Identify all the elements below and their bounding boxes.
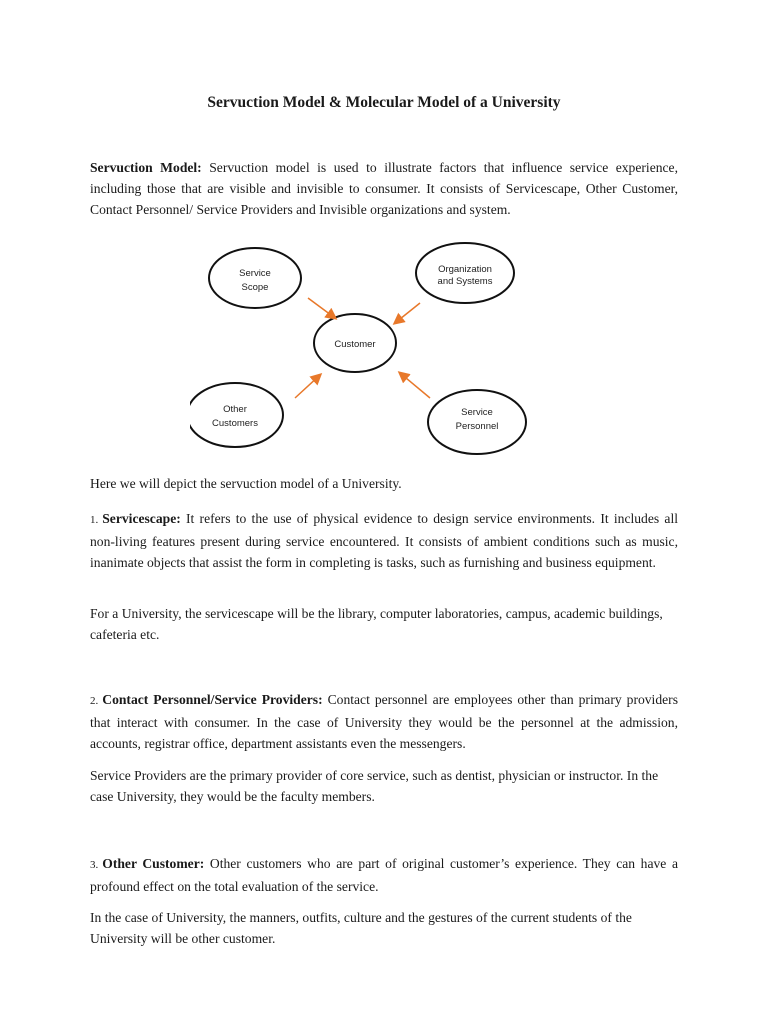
arrow-other-to-customer (295, 375, 320, 398)
section-2-paragraph (90, 689, 678, 754)
section-3-followup: In the case of University, the manners, outfits, culture and the gestures of the current students of the University will be other customer. (90, 910, 632, 946)
arrow-scope-to-customer (308, 298, 335, 318)
section-1-paragraph (90, 508, 678, 573)
node-customer-label: Customer (334, 339, 376, 350)
section-1-number: 1. (90, 514, 99, 526)
node-other-customers-line1: Other (223, 404, 247, 415)
section-2-text: Contact personnel are employees other than primary providers that interact with consumer. In the case of University they would be the personnel at the admission, accounts, registrar office, department assistants even the messengers. (90, 692, 678, 751)
intro-text: Servuction model is used to illustrate factors that influence service experience, including those that are visible and invisible to consumer. It consists of Servicescape, Other Customer, Contact Personnel/ Service Providers and Invisible organizations and system. (90, 160, 678, 217)
node-other-customers (190, 383, 283, 447)
intro-label: Servuction Model: (90, 160, 202, 175)
section-2-number: 2. (90, 695, 99, 707)
depict-text: Here we will depict the servuction model of a University. (90, 476, 402, 491)
section-1-text: It refers to the use of physical evidence to design service environments. It includes all non-living features present during service encountered. It consists of ambient conditions such as music, inanimate objects that assist the form in completing is tasks, such as furnishing and business equipment. (90, 511, 678, 570)
node-service-personnel-line2: Personnel (455, 421, 499, 432)
arrow-org-to-customer (395, 303, 420, 323)
section-3-text: Other customers who are part of original customer’s experience. They can have a profound effect on the total evaluation of the service. (90, 856, 678, 894)
servuction-diagram (190, 240, 550, 465)
node-service-scope-line1: Service (239, 268, 271, 279)
section-3-paragraph (90, 853, 678, 897)
section-3-label: Other Customer: (102, 856, 205, 871)
arrow-personnel-to-customer (400, 373, 430, 398)
node-service-scope-line2: Scope (241, 282, 269, 293)
intro-paragraph (90, 157, 678, 220)
node-organization-line1: Organization (438, 264, 492, 275)
section-2-label: Contact Personnel/Service Providers: (102, 692, 323, 707)
section-1-label: Servicescape: (102, 511, 181, 526)
node-other-customers-line2: Customers (212, 418, 258, 429)
page-title: Servuction Model & Molecular Model of a University (207, 94, 561, 111)
section-2-followup: Service Providers are the primary provider of core service, such as dentist, physician or instructor. In the case University, they would be the faculty members. (90, 768, 659, 804)
section-1-followup: For a University, the servicescape will be the library, computer laboratories, campus, academic buildings, cafeteria etc. (90, 606, 663, 642)
section-3-number: 3. (90, 859, 99, 871)
node-service-personnel-line1: Service (461, 407, 493, 418)
node-organization-line2: and Systems (437, 276, 493, 287)
